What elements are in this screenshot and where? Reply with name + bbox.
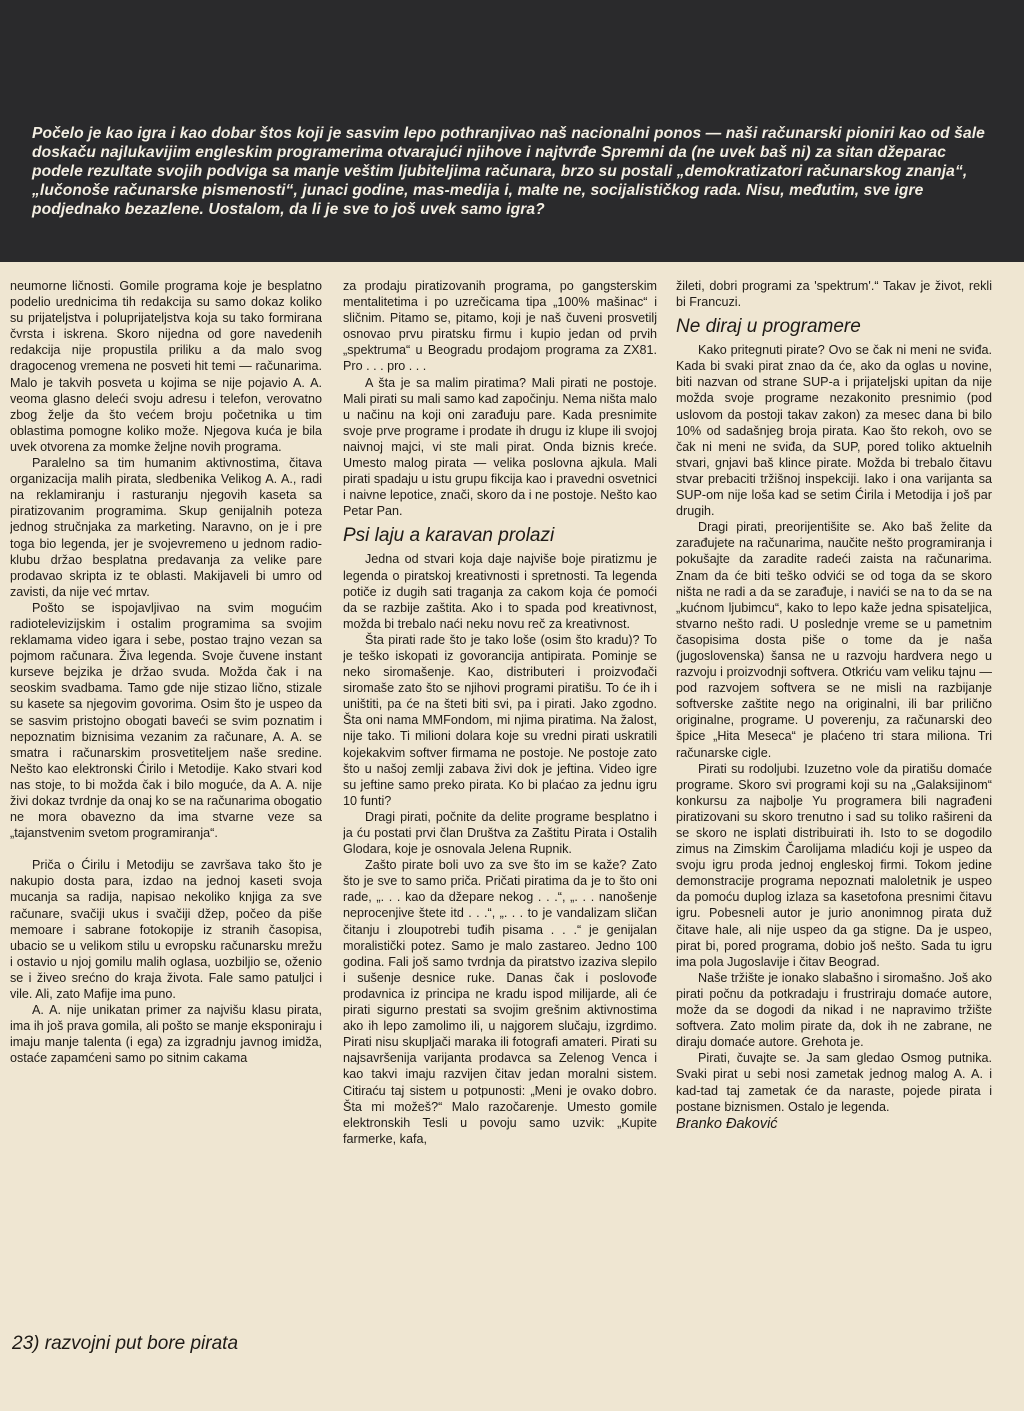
paragraph: A šta je sa malim piratima? Mali pirati ne postoje. Mali pirati su mali samo kad započinju. Nema ništa malo u načinu na koji oni zarađuju pare. Kada presnimite svoje prve programe i prodate ih drugu iz klupe ili svojoj naivnoj majci, vi ste mali pirat. Onda biznis kreće. Umesto malog pirata — velika poslovna ajkula. Mali pirati spadaju u istu grupu fikcija kao i pravedni osvetnici i naivne lepotice, znači, skoro da i ne postoje. Nešto kao Petar Pan.	[343, 375, 657, 519]
section-heading: Ne diraj u programere	[676, 316, 861, 338]
paragraph: Naše tržište je ionako slabašno i siromašno. Još ako pirati počnu da potkradaju i frustriraju domaće autore, može da se dogodi da nikad i ne napravimo tržište softvera. Zato molim pirate da, dok ih ne zabrane, ne diraju domaće autore. Grehota je.	[676, 970, 992, 1050]
intro-text: Počelo je kao igra i kao dobar štos koji je sasvim lepo pothranjivao naš nacionalni ponos — naši računarski pioniri kao od šale doskaču najlukavijim engleskim programerima otvarajući njihove i najtvrđe Spremni da (ne uvek baš ni) za sitan džeparac podele rezultate svojih podviga sa manje veštim ljubiteljima računara, brzo su postali „demokratizatori računarskog znanja“, „lučonoše računarske pismenosti“, junaci godine, mas-medija i, malte ne, socijalističkog rada. Nisu, međutim, sve igre podjednako bezazlene. Uostalom, da li je sve to još uvek samo igra?	[32, 125, 985, 218]
paragraph: žileti, dobri programi za 'spektrum'.“ Takav je život, rekli bi Francuzi.	[676, 279, 992, 310]
article-column-1	[10, 278, 322, 1358]
paragraph: Pirati, čuvajte se. Ja sam gledao Osmog putnika. Svaki pirat u sebi nosi zametak jednog malog A. A. i kad-tad taj zametak će da naraste, pojede pirata i postane biznismen. Ostalo je legenda.	[676, 1051, 992, 1114]
article-column-3	[676, 278, 992, 1358]
paragraph: Pošto se ispojavljivao na svim mogućim radiotelevizijskim i ostalim programima sa svojim reklamama video igara i sebe, postao trajno vezan sa pojmom računara. Živa legenda. Svoje čuvene instant kurseve bejzika je držao svuda. Možda čak i na seoskim svadbama. Tamo gde nije stizao lično, stizale su kasete sa njegovim govorima. Osim što je uspeo da se sasvim pristojno obogati baveći se svim poznatim i nepoznatim biznisima vezanim za računare, A. A. se smatra i računarskim prosvetiteljem naše sredine. Nešto kao elektronski Ćirilo i Metodije. Kako stvari kod nas stoje, to bi možda čak i bilo moguće, da A. A. nije živi dokaz tvrdnje da onaj ko se na računarima obogatio ne mora obavezno da ima stvarne veze sa „tajanstvenim svetom programiranja“.	[10, 600, 322, 841]
paragraph: Zašto pirate boli uvo za sve što im se kaže? Zato što je sve to samo priča. Pričati piratima da je to što oni rade, „. . . kao da džepare nekog . . .“, „. . . nanošenje neprocenjive štete itd . . .“, „. . . to je vandalizam sličan čitanju i zloupotrebi tuđih pisama . . .“ je genijalan moralistički potez. Samo je malo zastareo. Jedno 100 godina. Fali još samo tvrdnja da piratstvo izaziva slepilo i sušenje desnice ruke. Danas čak i poslovođe prodavnica iz principa ne kradu ispod milijarde, ali će pirati sigurno prestati sa svojim grešnim aktivnostima ako ih lepo zamolimo ili, u najgorem slučaju, izgrdimo. Pirati nisu skupljači maraka ili fotografi amateri. Pirati su najsavršenija varijanta prodavca sa Zelenog Venca i kao takvi imaju razvijen čitav jedan moralni sistem. Citiraću taj sistem u potpunosti: „Meni je ovako dobro. Šta mi možeš?“ Malo razočarenje. Umesto gomile elektronskih Tesli u povoju samo uzvik: „Kupite farmerke, kafa,	[343, 858, 657, 1146]
paragraph: Priča o Ćirilu i Metodiju se završava tako što je nakupio dosta para, izdao na jednoj kaseti svoja mucanja sa radija, napisao nekoliko knjiga za sve računare, svačiji ukus i svačiji džep, počeo da piše memoare i sabrane fotokopije iz stranih časopisa, ubacio se u velikom stilu u evropsku računarsku mrežu i ostavio u njoj gomilu malih oglasa, uozbiljio se, oženio se i živeo srećno do kraja života. Fale samo patuljci i vile. Ali, zato Mafije ima puno.	[10, 858, 322, 1002]
paragraph: Jedna od stvari koja daje najviše boje piratizmu je legenda o piratskoj kreativnosti i spretnosti. Ta legenda potiče iz dugih sati traganja za cakom koja će pomoći da se razbije zaštita. Ako i to spada pod kreativnost, možda bi trebalo naći neku novu reč za kreativnost.	[343, 552, 657, 631]
paragraph: Paralelno sa tim humanim aktivnostima, čitava organizacija malih pirata, sledbenika Velikog A. A., radi na reklamiranju i rasturanju njegovih kaseta sa piratizovanim programima. Skup genijalnih poteza jednog stručnjaka za marketing. Naravno, on je i pre toga bio legenda, jer je svojevremeno u jednom radio-klubu držao besplatna predavanja za velike pare prodavao skripta iz te oblasti. Makijaveli bi umro od zavisti, da nije već mrtav.	[10, 456, 322, 599]
paragraph: A. A. nije unikatan primer za najvišu klasu pirata, ima ih još prava gomila, ali pošto se manje eksponiraju i imaju manje talenta (i ega) za izgradnju javnog imidža, ostaće zapamćeni samo po sitnim cakama	[10, 1003, 322, 1066]
paragraph: Šta pirati rade što je tako loše (osim što kradu)? To je teško iskopati iz govorancija antipirata. Pominje se neko siromašenje. Kao, distributeri i proizvođači siromaše zato što se njihovi programi piratišu. To će ih i uništiti, pa će na šteti biti svi, pa i pirati. Jako zgodno. Šta oni nama MMFondom, mi njima piratima. Na žalost, nije tako. Ti milioni dolara koje su vredni pirati uskratili kojekakvim softver firmama ne postoje. Ne postoje zato što u našoj zemlji zabava živi dok je jeftina. Video igre su jeftine samo preko pirata. Ko bi plaćao za jednu igru 10 funti?	[343, 632, 657, 808]
paragraph: Pirati su rodoljubi. Izuzetno vole da piratišu domaće programe. Skoro svi programi koji su na „Galaksijinom“ konkursu za najbolje Yu programera bili nagrađeni piratizovani su skoro trenutno i sad su toliko rašireni da se skoro ne isplati distribuirati ih. Isto to se dogodilo zimus na Zimskim Čarolijama mladiću koji je uspeo da svoju igru proda jednoj engleskoj firmi. Tokom jedine demonstracije programa nepoznati maloletnik je uspeo da pomoću duplog izlaza sa kasetofona presnimi čitavu igru. Pobesneli autor je jurio anonimnog pirata duž čitave hale, ali nije uspeo da ga stigne. Da je uspeo, pirat bi, pored programa, dobio još nešto. Sada tu igru ima pola Jugoslavije i čitav Beograd.	[676, 761, 992, 969]
paragraph: Kako pritegnuti pirate? Ovo se čak ni meni ne sviđa. Kada bi svaki pirat znao da će, ako da oglas u novine, biti nazvan od strane SUP-a i prijateljski upitan da nije možda svoje programe nezakonito presnimio (pod uslovom da postoji takav zakon) za mesec dana bi bilo 10% od sadašnjeg broja pirata. Kao što rekoh, ovo se čak ni meni ne sviđa, da SUP, pored toliko aktuelnih stvari, gnjavi baš klince pirate. Možda bi trebalo čitavu stvar prebaciti tržišnoj inspekciji. Iako i ona varijanta sa SUP-om nije loša kad se setim Ćirila i Metodija i još par drugih.	[676, 343, 992, 519]
paragraph: neumorne ličnosti. Gomile programa koje je besplatno podelio urednicima tih redakcija su samo dokaz koliko su prijateljstva i poluprijateljstva koja su tako formirana čvrsta i iskrena. Skoro nijedna od gore navedenih redakcija nije propustila priliku a da malo svog dragocenog vremena ne posveti hit temi — računarima. Malo je takvih posveta u kojima se nije pojavio A. A. veoma glasno deleći svoju adresu i telefon, verovatno zbog želje da što većem broju početnika u tim oblastima pomogne koliko može. Njegova kuća je bila uvek otvorena za momke željne novih programa.	[10, 279, 322, 454]
paragraph: Dragi pirati, preorijentišite se. Ako baš želite da zarađujete na računarima, naučite nešto programiranja i pokušajte da zaradite radeći zaista na računarima. Znam da će biti teško odvići se od toga da se skoro ništa ne radi a da se zarađuje, i navići se na to da se na „kućnom ljubimcu“, kako to lepo kaže jedna spisateljica, stvarno nešto radi. U poslednje vreme se u pametnim časopisima dosta piše o tome da je naša (jugoslovenska) šansa ne u razvoju hardvera nego u razvoju i proizvodnji softvera. Otkriću vam veliku tajnu — pod razvojem softvera se ne misli na razbijanje softverske zaštite nego na originalni, ili bar prilično originalne, programe. U poverenju, za računarski deo špice „Hita Meseca“ je plaćeno tri stara miliona. Tri računarske cigle.	[676, 520, 992, 760]
paragraph: za prodaju piratizovanih programa, po gangsterskim mentalitetima i po uzrečicama tipa „100% mašinac“ i sličnim. Pitamo se, pitamo, koji je naš čuveni prosvetilj osnovao prvu piratsku firmu i kupio jedan od prvih „spektruma“ u Beogradu prodajom programa za ZX81. Pro . . . pro . . .	[343, 279, 657, 374]
article-column-2	[343, 278, 657, 1358]
author-signature: Branko Đaković	[676, 1115, 778, 1132]
section-heading: Psi laju a karavan prolazi	[343, 525, 555, 547]
paragraph: Dragi pirati, počnite da delite programe besplatno i ja ću postati prvi član Društva za Zaštitu Pirata i Ostalih Glodara, koje je osnovala Jelena Rupnik.	[343, 809, 657, 857]
illustration-caption: 23) razvojni put bore pirata	[12, 1333, 239, 1354]
